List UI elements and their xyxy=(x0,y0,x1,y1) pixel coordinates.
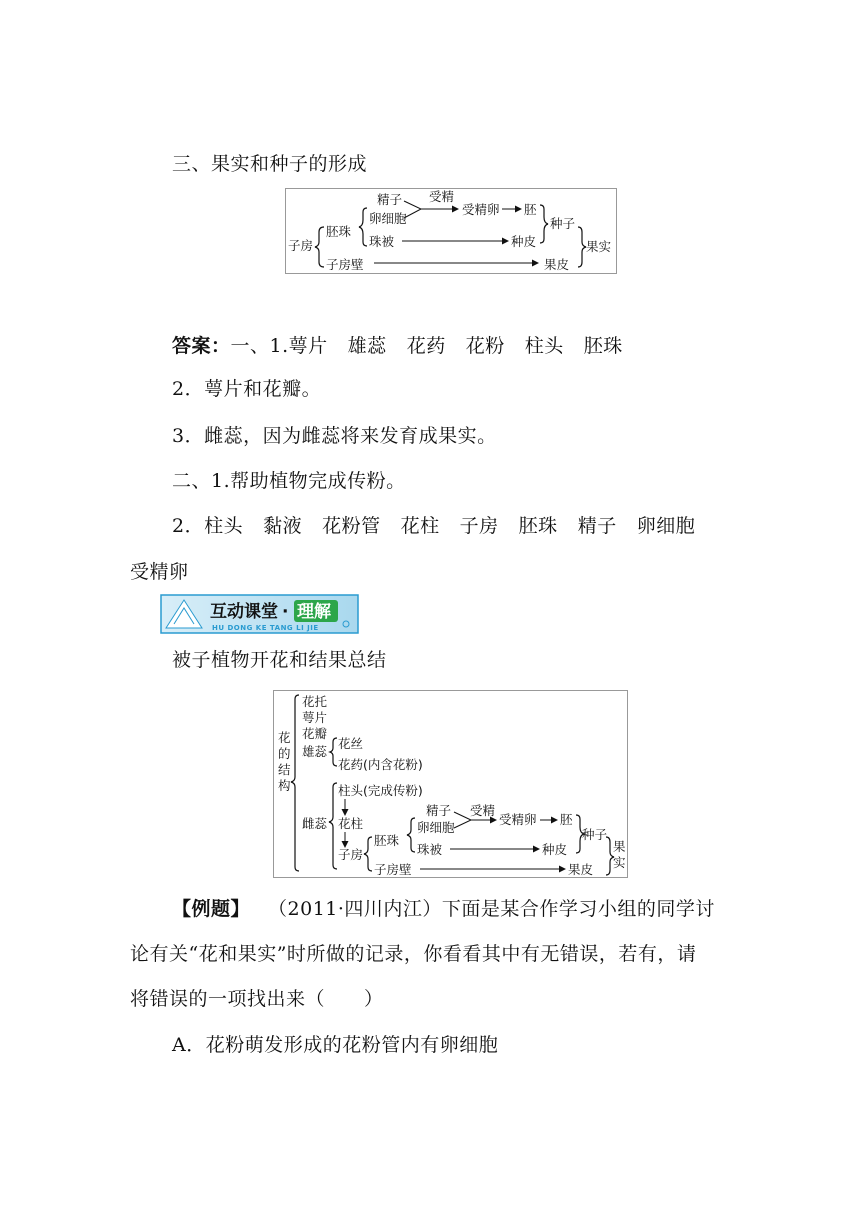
label-zhubei: 珠被 xyxy=(369,234,395,249)
summary-title: 被子植物开花和结果总结 xyxy=(172,649,387,671)
label-peizhu: 胚珠 xyxy=(374,833,400,848)
label-xiongrui: 雄蕊 xyxy=(302,744,328,759)
label-huatuo: 花托 xyxy=(302,694,328,709)
merge-line xyxy=(404,201,421,218)
banner-graphic xyxy=(160,594,360,634)
label-pei: 胚 xyxy=(560,812,573,827)
example-label: 【例题】 xyxy=(172,898,251,920)
label-zhongpi: 种皮 xyxy=(542,842,568,857)
label-hua: 花 xyxy=(278,730,291,745)
label-guopi: 果皮 xyxy=(544,257,570,272)
answer-prefix: 一、1. xyxy=(230,335,289,357)
example-line-2: 论有关“花和果实”时所做的记录，你看看其中有无错误，若有，请 xyxy=(130,943,697,965)
label-zhubei: 珠被 xyxy=(417,842,443,857)
answer-item: 花药 xyxy=(406,335,446,357)
label-huaban: 花瓣 xyxy=(302,726,328,741)
answers-line-5 xyxy=(172,514,695,538)
brace xyxy=(291,695,299,871)
answer-item: 黏液 xyxy=(263,515,303,537)
label-zhongzi: 种子 xyxy=(582,827,608,842)
merge-line xyxy=(454,812,471,828)
label-zifang: 子房 xyxy=(288,238,314,253)
label-jie: 结 xyxy=(278,762,291,777)
section-title: 三、果实和种子的形成 xyxy=(172,153,368,175)
banner-highlight: 理解 xyxy=(297,602,331,622)
label-shi: 实 xyxy=(613,855,626,870)
answer-item: 花粉管 xyxy=(322,515,381,537)
answer-item: 柱头 xyxy=(524,335,564,357)
brace xyxy=(578,227,586,267)
label-huazhu: 花柱 xyxy=(338,816,364,831)
brace xyxy=(330,738,337,766)
label-peizhu: 胚珠 xyxy=(326,224,352,239)
label-zifangbi: 子房壁 xyxy=(374,862,412,877)
section-banner xyxy=(160,594,360,634)
answer-item: 柱头 xyxy=(204,515,244,537)
label-jingzi: 精子 xyxy=(426,803,452,818)
example-line-1 xyxy=(172,897,715,921)
answer-prefix: 2． xyxy=(172,515,205,537)
label-zhutou: 柱头(完成传粉) xyxy=(338,783,423,798)
brace xyxy=(364,837,372,871)
label-zhongpi: 种皮 xyxy=(511,234,537,249)
label-huayao: 花药(内含花粉) xyxy=(338,757,423,772)
brace xyxy=(407,818,415,852)
answer-item: 精子 xyxy=(577,515,617,537)
brace xyxy=(315,227,324,267)
brace xyxy=(540,205,548,243)
banner-pinyin: HU DONG KE TANG LI JIE xyxy=(212,624,319,632)
label-shoujing: 受精 xyxy=(429,189,455,204)
answer-item: 胚珠 xyxy=(583,335,623,357)
example-line-3: 将错误的一项找出来（ ） xyxy=(130,988,384,1010)
banner-dot: · xyxy=(282,602,289,622)
answers-line-2: 2．萼片和花瓣。 xyxy=(172,378,322,400)
label-gou: 构 xyxy=(278,778,291,793)
label-epian: 萼片 xyxy=(302,710,328,725)
label-jingzi: 精子 xyxy=(377,192,403,207)
banner-title: 互动课堂 xyxy=(210,602,278,622)
answer-item: 花柱 xyxy=(400,515,440,537)
label-guoshi: 果实 xyxy=(586,239,612,254)
answer-item: 子房 xyxy=(459,515,499,537)
label-shoujingluan: 受精卵 xyxy=(462,202,500,217)
label-luanxibao: 卵细胞 xyxy=(417,820,455,835)
label-cirui: 雌蕊 xyxy=(302,816,328,831)
answer-item: 花粉 xyxy=(465,335,505,357)
diagram2-svg xyxy=(274,691,627,877)
brace xyxy=(329,783,337,869)
answers-label: 答案： xyxy=(172,335,231,357)
label-guopi: 果皮 xyxy=(568,862,594,877)
flower-structure-diagram xyxy=(273,690,628,878)
diagram-svg xyxy=(286,189,616,273)
label-shoujingluan: 受精卵 xyxy=(499,812,537,827)
option-a: A．花粉萌发形成的花粉管内有卵细胞 xyxy=(172,1034,499,1056)
example-text: （2011·四川内江）下面是某合作学习小组的同学讨 xyxy=(268,898,715,920)
answer-item: 卵细胞 xyxy=(636,515,696,537)
brace xyxy=(359,208,367,246)
label-shoujing: 受精 xyxy=(470,803,496,818)
label-guo: 果 xyxy=(613,839,626,854)
answers-line-1 xyxy=(172,334,623,358)
label-de: 的 xyxy=(278,746,291,761)
label-zifang: 子房 xyxy=(338,847,364,862)
label-zhongzi: 种子 xyxy=(550,216,576,231)
label-zifangbi: 子房壁 xyxy=(326,257,364,272)
answers-line-3: 3．雌蕊，因为雌蕊将来发育成果实。 xyxy=(172,425,497,447)
label-huasi: 花丝 xyxy=(338,736,364,751)
fruit-seed-diagram xyxy=(285,188,617,274)
answers-line-4: 二、1.帮助植物完成传粉。 xyxy=(172,470,406,492)
label-pei: 胚 xyxy=(524,202,537,217)
answer-item: 萼片 xyxy=(288,335,328,357)
answers-line-6: 受精卵 xyxy=(130,561,189,583)
label-luanxibao: 卵细胞 xyxy=(369,211,407,226)
answer-item: 胚珠 xyxy=(518,515,558,537)
answer-item: 雄蕊 xyxy=(347,335,387,357)
